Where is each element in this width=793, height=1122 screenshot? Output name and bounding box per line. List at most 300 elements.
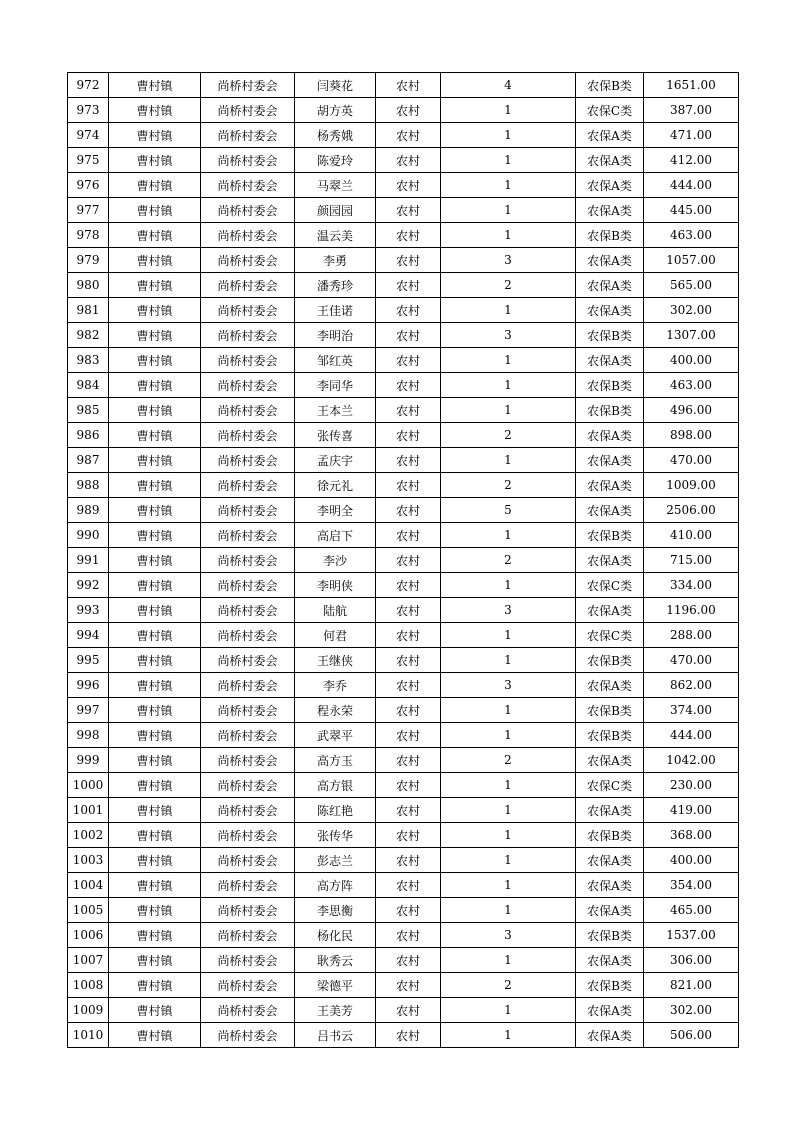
person-name-cell: 孟庆宇 (295, 448, 376, 473)
village-committee-cell: 尚桥村委会 (201, 473, 295, 498)
household-size-cell: 2 (441, 423, 576, 448)
amount-cell: 862.00 (644, 673, 739, 698)
town-cell: 曹村镇 (109, 123, 201, 148)
insurance-class-cell: 农保B类 (576, 373, 644, 398)
amount-cell: 302.00 (644, 298, 739, 323)
row-number-cell: 1005 (68, 898, 109, 923)
household-size-cell: 2 (441, 548, 576, 573)
household-size-cell: 1 (441, 873, 576, 898)
amount-cell: 821.00 (644, 973, 739, 998)
town-cell: 曹村镇 (109, 673, 201, 698)
person-name-cell: 王继侠 (295, 648, 376, 673)
household-size-cell: 1 (441, 848, 576, 873)
insurance-class-cell: 农保A类 (576, 348, 644, 373)
town-cell: 曹村镇 (109, 823, 201, 848)
person-name-cell: 王美芳 (295, 998, 376, 1023)
town-cell: 曹村镇 (109, 623, 201, 648)
town-cell: 曹村镇 (109, 923, 201, 948)
person-name-cell: 李勇 (295, 248, 376, 273)
village-committee-cell: 尚桥村委会 (201, 948, 295, 973)
village-committee-cell: 尚桥村委会 (201, 923, 295, 948)
amount-cell: 400.00 (644, 848, 739, 873)
household-size-cell: 1 (441, 223, 576, 248)
village-committee-cell: 尚桥村委会 (201, 448, 295, 473)
town-cell: 曹村镇 (109, 423, 201, 448)
row-number-cell: 980 (68, 273, 109, 298)
town-cell: 曹村镇 (109, 198, 201, 223)
table-row (68, 373, 739, 398)
amount-cell: 444.00 (644, 173, 739, 198)
amount-cell: 463.00 (644, 223, 739, 248)
village-committee-cell: 尚桥村委会 (201, 373, 295, 398)
person-name-cell: 马翠兰 (295, 173, 376, 198)
insurance-class-cell: 农保A类 (576, 123, 644, 148)
insurance-class-cell: 农保B类 (576, 648, 644, 673)
household-size-cell: 1 (441, 623, 576, 648)
table-row (68, 248, 739, 273)
household-type-cell: 农村 (376, 998, 441, 1023)
row-number-cell: 983 (68, 348, 109, 373)
insurance-class-cell: 农保B类 (576, 823, 644, 848)
amount-cell: 1009.00 (644, 473, 739, 498)
village-committee-cell: 尚桥村委会 (201, 573, 295, 598)
village-committee-cell: 尚桥村委会 (201, 898, 295, 923)
row-number-cell: 1004 (68, 873, 109, 898)
amount-cell: 470.00 (644, 648, 739, 673)
table-row (68, 98, 739, 123)
household-type-cell: 农村 (376, 598, 441, 623)
household-type-cell: 农村 (376, 873, 441, 898)
insurance-class-cell: 农保A类 (576, 873, 644, 898)
household-size-cell: 1 (441, 948, 576, 973)
insurance-class-cell: 农保A类 (576, 473, 644, 498)
village-committee-cell: 尚桥村委会 (201, 398, 295, 423)
amount-cell: 1307.00 (644, 323, 739, 348)
household-type-cell: 农村 (376, 673, 441, 698)
insurance-class-cell: 农保A类 (576, 748, 644, 773)
row-number-cell: 1006 (68, 923, 109, 948)
person-name-cell: 武翠平 (295, 723, 376, 748)
amount-cell: 400.00 (644, 348, 739, 373)
village-committee-cell: 尚桥村委会 (201, 98, 295, 123)
village-committee-cell: 尚桥村委会 (201, 523, 295, 548)
row-number-cell: 1010 (68, 1023, 109, 1048)
row-number-cell: 1009 (68, 998, 109, 1023)
household-type-cell: 农村 (376, 648, 441, 673)
row-number-cell: 1001 (68, 798, 109, 823)
household-size-cell: 1 (441, 448, 576, 473)
town-cell: 曹村镇 (109, 998, 201, 1023)
household-size-cell: 1 (441, 823, 576, 848)
household-type-cell: 农村 (376, 948, 441, 973)
table-row (68, 998, 739, 1023)
row-number-cell: 976 (68, 173, 109, 198)
amount-cell: 898.00 (644, 423, 739, 448)
insurance-class-cell: 农保A类 (576, 548, 644, 573)
insurance-class-cell: 农保A类 (576, 273, 644, 298)
table-row (68, 123, 739, 148)
row-number-cell: 999 (68, 748, 109, 773)
village-committee-cell: 尚桥村委会 (201, 123, 295, 148)
town-cell: 曹村镇 (109, 1023, 201, 1048)
table-row (68, 273, 739, 298)
row-number-cell: 972 (68, 73, 109, 98)
table-row (68, 673, 739, 698)
person-name-cell: 温云美 (295, 223, 376, 248)
town-cell: 曹村镇 (109, 573, 201, 598)
person-name-cell: 颜园园 (295, 198, 376, 223)
household-size-cell: 1 (441, 698, 576, 723)
village-committee-cell: 尚桥村委会 (201, 748, 295, 773)
village-committee-cell: 尚桥村委会 (201, 673, 295, 698)
village-committee-cell: 尚桥村委会 (201, 973, 295, 998)
person-name-cell: 梁德平 (295, 973, 376, 998)
household-type-cell: 农村 (376, 98, 441, 123)
row-number-cell: 1000 (68, 773, 109, 798)
village-committee-cell: 尚桥村委会 (201, 148, 295, 173)
table-row (68, 398, 739, 423)
table-row (68, 73, 739, 98)
table-row (68, 448, 739, 473)
town-cell: 曹村镇 (109, 98, 201, 123)
table-row (68, 848, 739, 873)
person-name-cell: 王佳诺 (295, 298, 376, 323)
town-cell: 曹村镇 (109, 598, 201, 623)
insurance-class-cell: 农保A类 (576, 173, 644, 198)
town-cell: 曹村镇 (109, 523, 201, 548)
town-cell: 曹村镇 (109, 148, 201, 173)
table-row (68, 948, 739, 973)
village-committee-cell: 尚桥村委会 (201, 648, 295, 673)
household-type-cell: 农村 (376, 73, 441, 98)
household-type-cell: 农村 (376, 373, 441, 398)
household-type-cell: 农村 (376, 448, 441, 473)
amount-cell: 412.00 (644, 148, 739, 173)
town-cell: 曹村镇 (109, 948, 201, 973)
person-name-cell: 王本兰 (295, 398, 376, 423)
town-cell: 曹村镇 (109, 73, 201, 98)
person-name-cell: 李明侠 (295, 573, 376, 598)
household-size-cell: 3 (441, 923, 576, 948)
household-type-cell: 农村 (376, 748, 441, 773)
amount-cell: 506.00 (644, 1023, 739, 1048)
person-name-cell: 高方银 (295, 773, 376, 798)
village-committee-cell: 尚桥村委会 (201, 298, 295, 323)
household-size-cell: 1 (441, 348, 576, 373)
household-size-cell: 3 (441, 323, 576, 348)
person-name-cell: 陈红艳 (295, 798, 376, 823)
person-name-cell: 张传喜 (295, 423, 376, 448)
table-row (68, 773, 739, 798)
amount-cell: 306.00 (644, 948, 739, 973)
household-size-cell: 1 (441, 648, 576, 673)
person-name-cell: 高启下 (295, 523, 376, 548)
household-type-cell: 农村 (376, 398, 441, 423)
town-cell: 曹村镇 (109, 648, 201, 673)
household-size-cell: 1 (441, 98, 576, 123)
town-cell: 曹村镇 (109, 273, 201, 298)
amount-cell: 444.00 (644, 723, 739, 748)
household-type-cell: 农村 (376, 198, 441, 223)
amount-cell: 1042.00 (644, 748, 739, 773)
town-cell: 曹村镇 (109, 973, 201, 998)
insurance-class-cell: 农保C类 (576, 623, 644, 648)
table-row (68, 423, 739, 448)
household-size-cell: 1 (441, 173, 576, 198)
village-committee-cell: 尚桥村委会 (201, 798, 295, 823)
amount-cell: 387.00 (644, 98, 739, 123)
insurance-class-cell: 农保A类 (576, 598, 644, 623)
household-type-cell: 农村 (376, 473, 441, 498)
town-cell: 曹村镇 (109, 748, 201, 773)
town-cell: 曹村镇 (109, 248, 201, 273)
table-row (68, 198, 739, 223)
town-cell: 曹村镇 (109, 723, 201, 748)
household-size-cell: 2 (441, 748, 576, 773)
village-committee-cell: 尚桥村委会 (201, 198, 295, 223)
insurance-class-cell: 农保A类 (576, 798, 644, 823)
table-row (68, 223, 739, 248)
insurance-class-cell: 农保A类 (576, 498, 644, 523)
household-size-cell: 4 (441, 73, 576, 98)
household-size-cell: 1 (441, 898, 576, 923)
town-cell: 曹村镇 (109, 873, 201, 898)
row-number-cell: 1008 (68, 973, 109, 998)
village-committee-cell: 尚桥村委会 (201, 173, 295, 198)
town-cell: 曹村镇 (109, 548, 201, 573)
row-number-cell: 991 (68, 548, 109, 573)
household-type-cell: 农村 (376, 173, 441, 198)
table-row (68, 523, 739, 548)
town-cell: 曹村镇 (109, 473, 201, 498)
table-row (68, 973, 739, 998)
insurance-class-cell: 农保A类 (576, 898, 644, 923)
household-size-cell: 1 (441, 798, 576, 823)
row-number-cell: 984 (68, 373, 109, 398)
village-committee-cell: 尚桥村委会 (201, 698, 295, 723)
household-size-cell: 1 (441, 773, 576, 798)
household-type-cell: 农村 (376, 923, 441, 948)
town-cell: 曹村镇 (109, 798, 201, 823)
insurance-class-cell: 农保B类 (576, 698, 644, 723)
insurance-class-cell: 农保B类 (576, 723, 644, 748)
village-committee-cell: 尚桥村委会 (201, 223, 295, 248)
village-committee-cell: 尚桥村委会 (201, 823, 295, 848)
household-type-cell: 农村 (376, 248, 441, 273)
row-number-cell: 982 (68, 323, 109, 348)
household-type-cell: 农村 (376, 623, 441, 648)
household-type-cell: 农村 (376, 1023, 441, 1048)
table-row (68, 748, 739, 773)
amount-cell: 1537.00 (644, 923, 739, 948)
row-number-cell: 975 (68, 148, 109, 173)
household-type-cell: 农村 (376, 698, 441, 723)
household-size-cell: 1 (441, 573, 576, 598)
person-name-cell: 胡方英 (295, 98, 376, 123)
table-row (68, 348, 739, 373)
row-number-cell: 992 (68, 573, 109, 598)
insurance-class-cell: 农保B类 (576, 523, 644, 548)
insurance-class-cell: 农保B类 (576, 398, 644, 423)
row-number-cell: 981 (68, 298, 109, 323)
insurance-class-cell: 农保A类 (576, 298, 644, 323)
village-committee-cell: 尚桥村委会 (201, 348, 295, 373)
table-body (68, 73, 739, 1048)
row-number-cell: 988 (68, 473, 109, 498)
household-size-cell: 3 (441, 598, 576, 623)
village-committee-cell: 尚桥村委会 (201, 723, 295, 748)
insurance-class-cell: 农保B类 (576, 923, 644, 948)
table-row (68, 573, 739, 598)
town-cell: 曹村镇 (109, 398, 201, 423)
village-committee-cell: 尚桥村委会 (201, 273, 295, 298)
town-cell: 曹村镇 (109, 223, 201, 248)
amount-cell: 354.00 (644, 873, 739, 898)
row-number-cell: 989 (68, 498, 109, 523)
insurance-class-cell: 农保A类 (576, 998, 644, 1023)
table-row (68, 623, 739, 648)
table-row (68, 873, 739, 898)
insurance-class-cell: 农保B类 (576, 323, 644, 348)
household-size-cell: 3 (441, 248, 576, 273)
table-row (68, 298, 739, 323)
table-row (68, 898, 739, 923)
table-row (68, 173, 739, 198)
amount-cell: 715.00 (644, 548, 739, 573)
insurance-class-cell: 农保A类 (576, 1023, 644, 1048)
household-type-cell: 农村 (376, 348, 441, 373)
table-row (68, 148, 739, 173)
town-cell: 曹村镇 (109, 448, 201, 473)
row-number-cell: 993 (68, 598, 109, 623)
row-number-cell: 996 (68, 673, 109, 698)
amount-cell: 565.00 (644, 273, 739, 298)
town-cell: 曹村镇 (109, 348, 201, 373)
row-number-cell: 974 (68, 123, 109, 148)
person-name-cell: 杨化民 (295, 923, 376, 948)
household-type-cell: 农村 (376, 298, 441, 323)
household-type-cell: 农村 (376, 973, 441, 998)
village-committee-cell: 尚桥村委会 (201, 998, 295, 1023)
insurance-class-cell: 农保C类 (576, 98, 644, 123)
amount-cell: 471.00 (644, 123, 739, 148)
amount-cell: 410.00 (644, 523, 739, 548)
household-type-cell: 农村 (376, 148, 441, 173)
row-number-cell: 998 (68, 723, 109, 748)
household-size-cell: 1 (441, 148, 576, 173)
person-name-cell: 彭志兰 (295, 848, 376, 873)
village-committee-cell: 尚桥村委会 (201, 848, 295, 873)
household-type-cell: 农村 (376, 773, 441, 798)
table-row (68, 598, 739, 623)
household-size-cell: 1 (441, 123, 576, 148)
amount-cell: 302.00 (644, 998, 739, 1023)
insurance-class-cell: 农保A类 (576, 148, 644, 173)
row-number-cell: 977 (68, 198, 109, 223)
insurance-class-cell: 农保B类 (576, 73, 644, 98)
household-type-cell: 农村 (376, 523, 441, 548)
person-name-cell: 程永荣 (295, 698, 376, 723)
table-row (68, 723, 739, 748)
household-size-cell: 1 (441, 723, 576, 748)
amount-cell: 465.00 (644, 898, 739, 923)
household-size-cell: 1 (441, 523, 576, 548)
household-size-cell: 3 (441, 673, 576, 698)
person-name-cell: 闫葵花 (295, 73, 376, 98)
village-committee-cell: 尚桥村委会 (201, 598, 295, 623)
person-name-cell: 何君 (295, 623, 376, 648)
town-cell: 曹村镇 (109, 323, 201, 348)
table-row (68, 648, 739, 673)
town-cell: 曹村镇 (109, 848, 201, 873)
insurance-class-cell: 农保C类 (576, 573, 644, 598)
insurance-class-cell: 农保B类 (576, 223, 644, 248)
table-row (68, 323, 739, 348)
amount-cell: 288.00 (644, 623, 739, 648)
insurance-class-cell: 农保B类 (576, 973, 644, 998)
person-name-cell: 李明治 (295, 323, 376, 348)
person-name-cell: 邹红英 (295, 348, 376, 373)
person-name-cell: 李思衡 (295, 898, 376, 923)
household-size-cell: 2 (441, 973, 576, 998)
household-size-cell: 2 (441, 473, 576, 498)
amount-cell: 1196.00 (644, 598, 739, 623)
beneficiary-table (67, 72, 739, 1048)
insurance-class-cell: 农保C类 (576, 773, 644, 798)
town-cell: 曹村镇 (109, 498, 201, 523)
row-number-cell: 1002 (68, 823, 109, 848)
table-row (68, 1023, 739, 1048)
table-row (68, 823, 739, 848)
person-name-cell: 耿秀云 (295, 948, 376, 973)
amount-cell: 368.00 (644, 823, 739, 848)
table-row (68, 698, 739, 723)
insurance-class-cell: 农保A类 (576, 448, 644, 473)
village-committee-cell: 尚桥村委会 (201, 498, 295, 523)
household-type-cell: 农村 (376, 848, 441, 873)
village-committee-cell: 尚桥村委会 (201, 548, 295, 573)
person-name-cell: 李沙 (295, 548, 376, 573)
household-size-cell: 1 (441, 198, 576, 223)
household-size-cell: 5 (441, 498, 576, 523)
person-name-cell: 李乔 (295, 673, 376, 698)
amount-cell: 374.00 (644, 698, 739, 723)
village-committee-cell: 尚桥村委会 (201, 323, 295, 348)
amount-cell: 419.00 (644, 798, 739, 823)
row-number-cell: 990 (68, 523, 109, 548)
household-size-cell: 1 (441, 1023, 576, 1048)
household-type-cell: 农村 (376, 548, 441, 573)
village-committee-cell: 尚桥村委会 (201, 873, 295, 898)
person-name-cell: 陆航 (295, 598, 376, 623)
person-name-cell: 潘秀珍 (295, 273, 376, 298)
amount-cell: 496.00 (644, 398, 739, 423)
amount-cell: 334.00 (644, 573, 739, 598)
row-number-cell: 986 (68, 423, 109, 448)
village-committee-cell: 尚桥村委会 (201, 73, 295, 98)
row-number-cell: 1003 (68, 848, 109, 873)
row-number-cell: 973 (68, 98, 109, 123)
table-row (68, 498, 739, 523)
person-name-cell: 陈爱玲 (295, 148, 376, 173)
row-number-cell: 995 (68, 648, 109, 673)
row-number-cell: 997 (68, 698, 109, 723)
amount-cell: 1651.00 (644, 73, 739, 98)
amount-cell: 2506.00 (644, 498, 739, 523)
household-type-cell: 农村 (376, 423, 441, 448)
household-type-cell: 农村 (376, 723, 441, 748)
household-type-cell: 农村 (376, 123, 441, 148)
